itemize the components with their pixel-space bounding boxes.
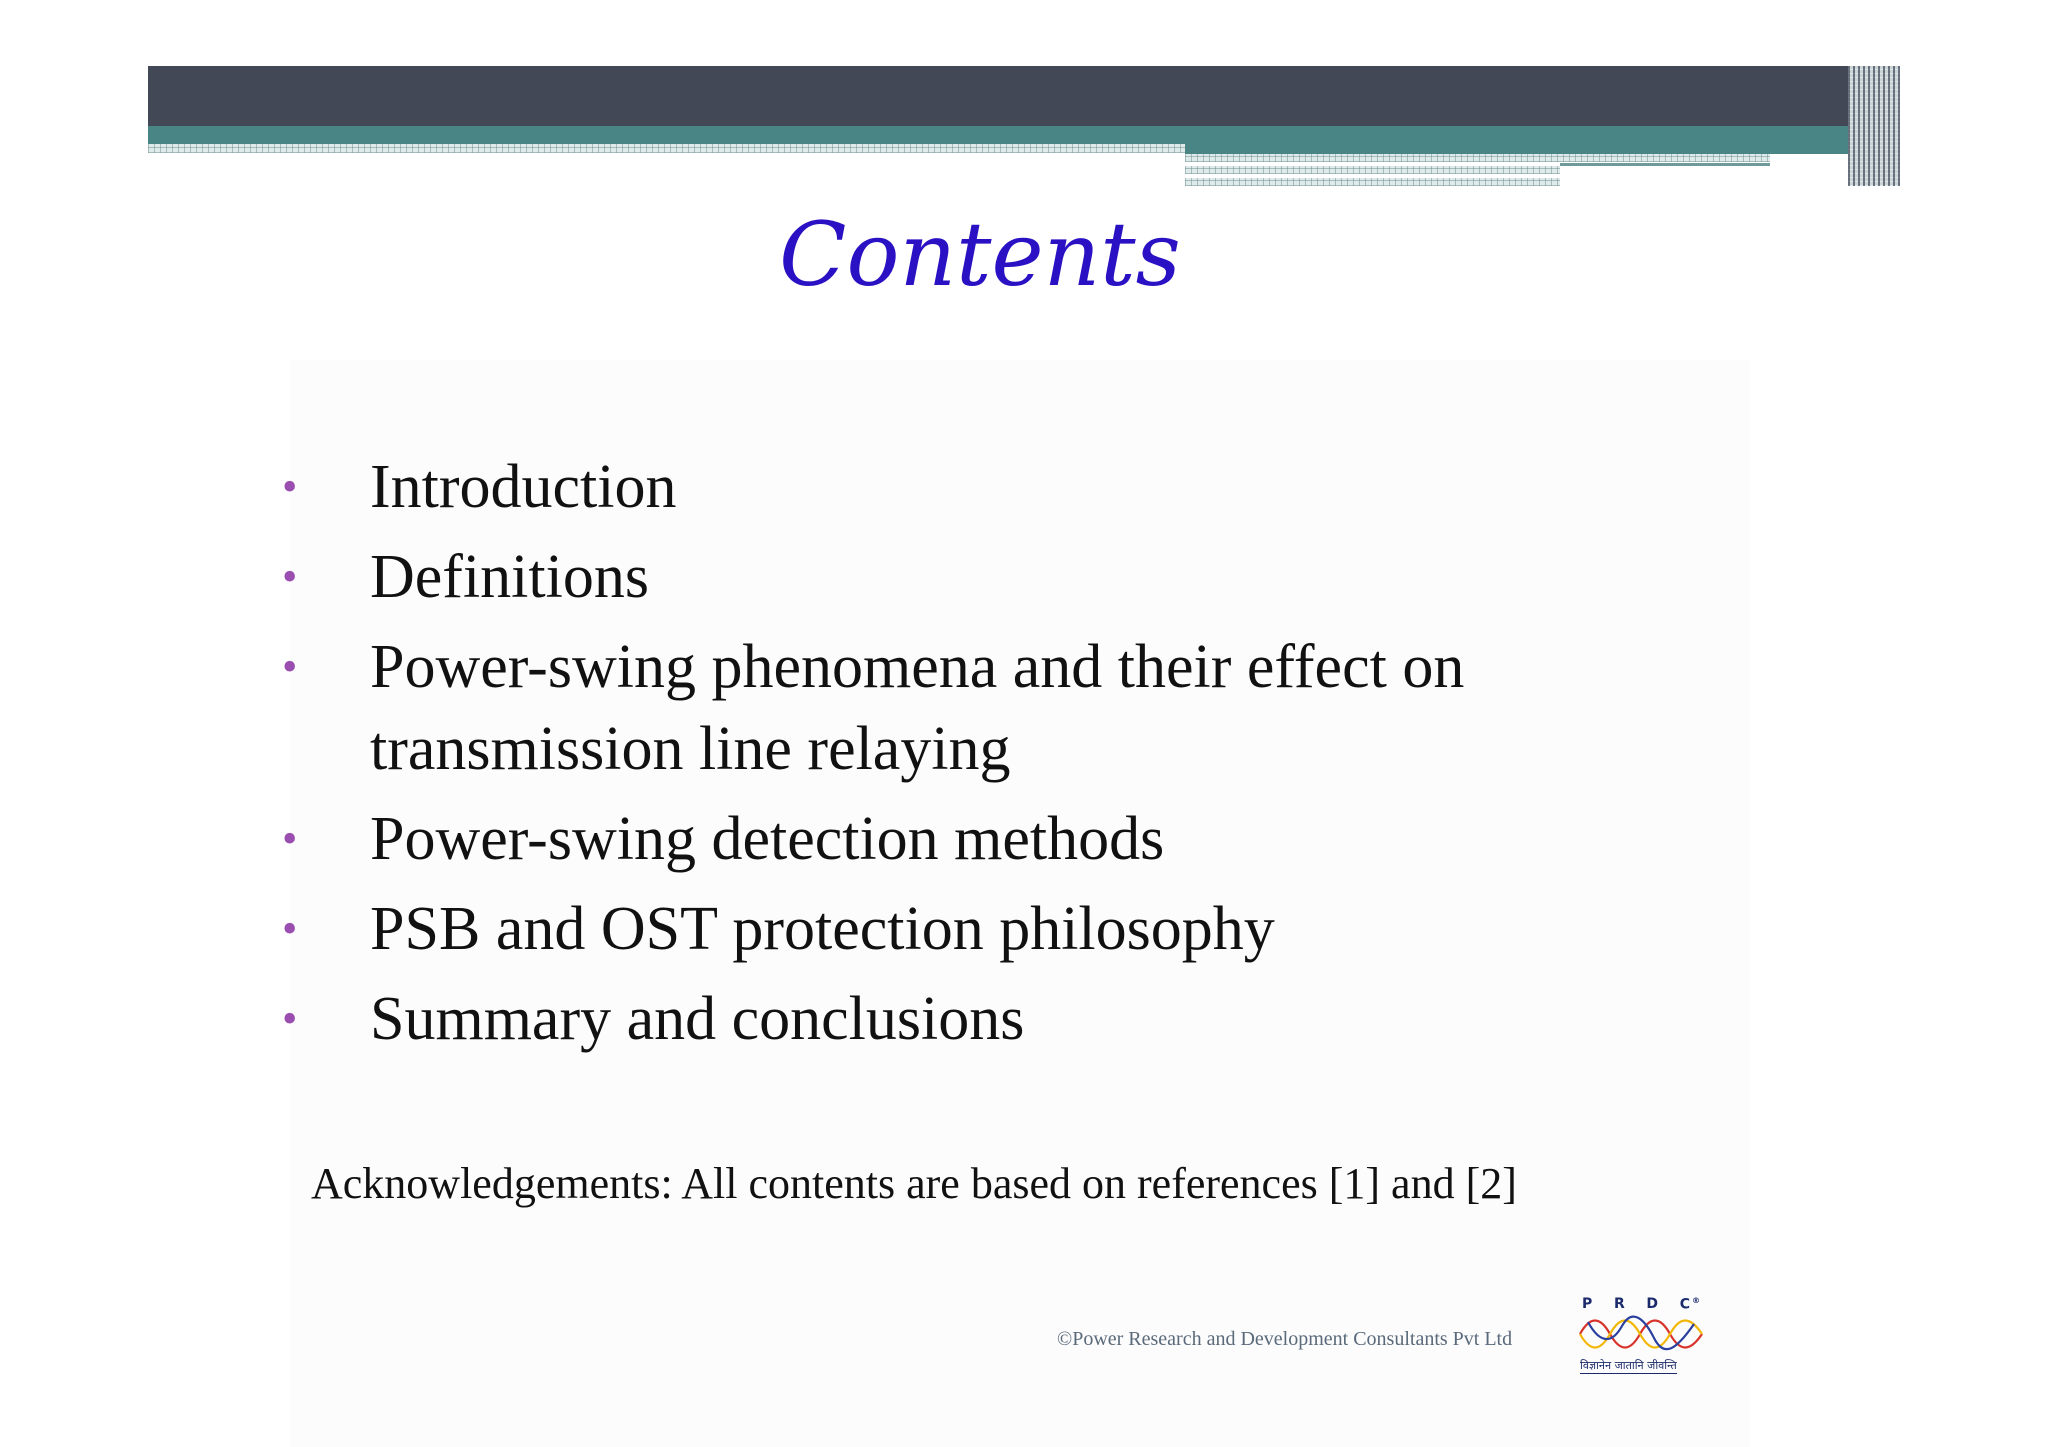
logo-tagline: विज्ञानेन जातानि जीवन्ति [1580, 1359, 1677, 1372]
bullet-icon: • [282, 642, 298, 691]
list-item [282, 626, 1682, 790]
bullet-icon: • [282, 552, 298, 601]
header-grid-strip [1185, 178, 1560, 186]
list-item-text: PSB and OST protection philosophy [370, 895, 1275, 963]
list-item [282, 978, 1682, 1060]
bullet-icon: • [282, 462, 298, 511]
list-item [282, 798, 1682, 880]
sine-waves-icon [1578, 1314, 1704, 1354]
bullet-icon: • [282, 814, 298, 863]
list-item-text: Introduction [370, 453, 677, 521]
logo-letter: R [1613, 1296, 1627, 1312]
header-end-block [1848, 66, 1900, 186]
list-item [282, 536, 1682, 618]
acknowledgement-text: Acknowledgements: All contents are based on references [1] and [2] [311, 1159, 1517, 1208]
bullet-icon: • [282, 904, 298, 953]
logo-letter: P [1582, 1296, 1595, 1312]
list-item [282, 446, 1682, 528]
header-band-teal [148, 126, 1848, 144]
list-item-text: Summary and conclusions [370, 985, 1025, 1053]
logo-letter: D [1646, 1296, 1661, 1312]
header-band-teal-extension [1185, 144, 1848, 154]
copyright-text: ©Power Research and Development Consultants Pvt Ltd [1057, 1328, 1513, 1350]
header-grid-strip [1185, 166, 1560, 174]
logo-letters [1582, 1296, 1702, 1313]
logo-letter: C® [1679, 1296, 1702, 1313]
list-item-text: Definitions [370, 543, 649, 611]
registered-mark: ® [1691, 1296, 1702, 1305]
header-band-dark [148, 66, 1848, 126]
prdc-logo [1576, 1296, 1706, 1382]
header-grid-strip [148, 144, 1185, 153]
list-item-text: Power-swing detection methods [370, 805, 1165, 873]
list-item-text: Power-swing phenomena and their effect on transmission line relaying [370, 633, 1465, 783]
list-item [282, 888, 1682, 970]
slide-title: Contents [779, 203, 1181, 306]
header-accent-line [1560, 163, 1770, 166]
contents-list [282, 446, 1682, 1068]
header-grid-strip [1185, 154, 1770, 162]
bullet-icon: • [282, 994, 298, 1043]
